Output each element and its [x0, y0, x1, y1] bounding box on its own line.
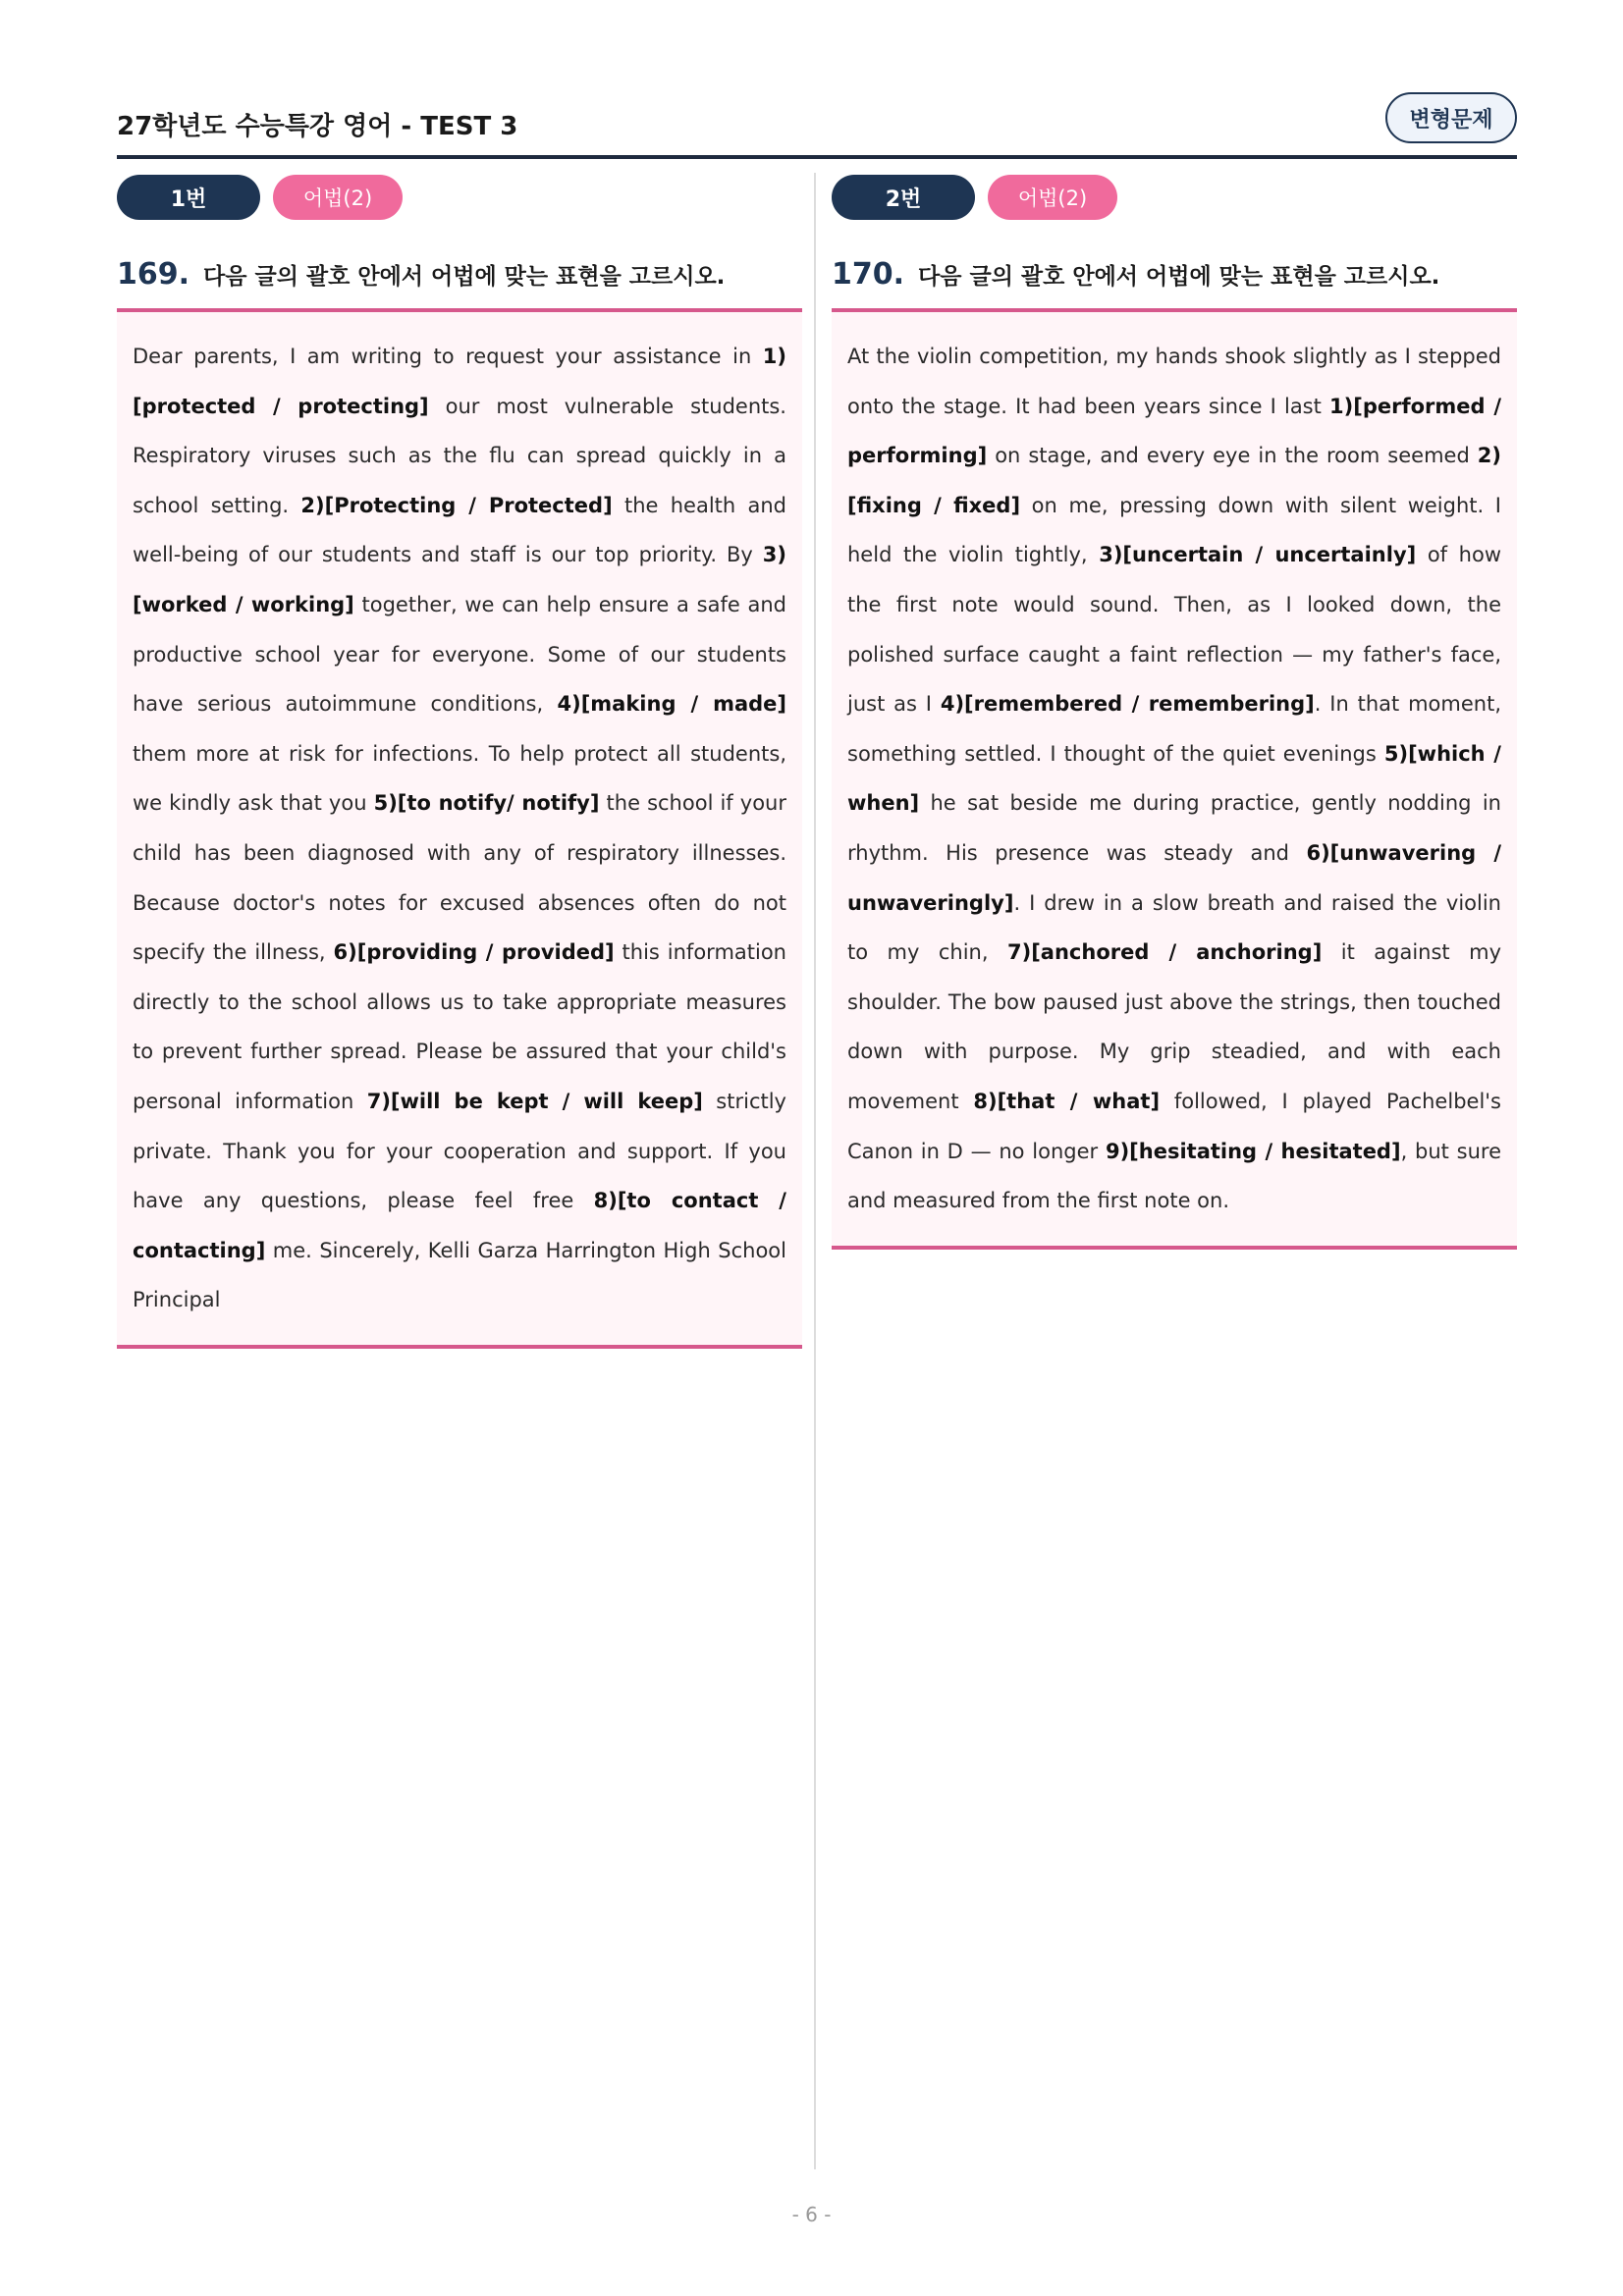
question-tags [117, 175, 802, 222]
question-instruction: 다음 글의 괄호 안에서 어법에 맞는 표현을 고르시오. [918, 264, 1440, 290]
grammar-choice[interactable]: 5)[which / when] [847, 741, 1501, 816]
passage-text: me. Sincerely, Kelli Garza Harrington High School Principal [133, 1238, 786, 1312]
passage-text: followed, I played Pachelbel's Canon in D — no longer [847, 1089, 1501, 1163]
grammar-choice[interactable]: 4)[making / made] [557, 692, 786, 717]
passage-text: , but sure and measured from the first note on. [847, 1139, 1502, 1213]
passage-text: our most vulnerable students. Respiratory viruses such as the flu can spread quickly in a school setting. [133, 394, 786, 517]
passage [832, 308, 1517, 1250]
grammar-choice[interactable]: 3)[uncertain / uncertainly] [1099, 543, 1417, 567]
question-column-2 [832, 175, 1517, 1250]
passage-text: on stage, and every eye in the room seemed [987, 444, 1478, 468]
page-title: 27학년도 수능특강 영어 - TEST 3 [117, 112, 518, 141]
passage [117, 308, 802, 1349]
passage-text: of how the first note would sound. Then, as I looked down, the polished surface caught a faint reflection — my father's face, just as I [847, 543, 1501, 717]
passage-text: the health and well-being of our students and staff is our top priority. By [133, 493, 786, 567]
passage-text: he sat beside me during practice, gently nodding in rhythm. His presence was steady and [847, 791, 1501, 865]
page-header [117, 102, 1517, 159]
grammar-choice[interactable]: 4)[remembered / remembering] [940, 692, 1315, 717]
question-heading [832, 257, 1517, 302]
grammar-choice[interactable]: 2)[fixing / fixed] [847, 444, 1501, 517]
passage-text: strictly private. Thank you for your cooperation and support. If you have any questions, please feel free [133, 1089, 786, 1213]
passage-text: Dear parents, I am writing to request your assistance in [133, 345, 763, 368]
grammar-choice[interactable]: 9)[hesitating / hesitated] [1105, 1139, 1401, 1163]
question-tags [832, 175, 1517, 222]
question-type-tag: 어법(2) [988, 175, 1117, 220]
grammar-choice[interactable]: 6)[providing / provided] [333, 940, 615, 965]
passage-text: it against my shoulder. The bow paused just above the strings, then touched down with purpose. My grip steadied, and with each movement [847, 940, 1501, 1113]
passage-text: At the violin competition, my hands shook slightly as I stepped onto the stage. It had been years since I last [847, 345, 1501, 418]
variant-badge: 변형문제 [1385, 92, 1517, 143]
passage-text: them more at risk for infections. To help protect all students, we kindly ask that you [133, 741, 786, 816]
grammar-choice[interactable]: 2)[Protecting / Protected] [300, 493, 613, 517]
passage-text: . I drew in a slow breath and raised the violin to my chin, [847, 890, 1501, 965]
question-number: 169. [117, 257, 190, 292]
passage-text: this information directly to the school allows us to take appropriate measures to prevent further spread. Please be assured that your child's personal information [133, 940, 786, 1113]
question-instruction: 다음 글의 괄호 안에서 어법에 맞는 표현을 고르시오. [203, 264, 726, 290]
grammar-choice[interactable]: 8)[to contact / contacting] [133, 1189, 786, 1262]
column-divider [814, 173, 816, 2169]
grammar-choice[interactable]: 3)[worked / working] [133, 543, 786, 616]
passage-text: on me, pressing down with silent weight. I held the violin tightly, [847, 493, 1501, 567]
question-type-tag: 어법(2) [273, 175, 403, 220]
grammar-choice[interactable]: 7)[anchored / anchoring] [1007, 940, 1323, 965]
page-number: - 6 - [791, 2203, 832, 2226]
passage-text: . In that moment, something settled. I thought of the quiet evenings [847, 692, 1501, 766]
passage-text: the school if your child has been diagnosed with any of respiratory illnesses. Because doctor's notes for excused absences often do not specify the illness, [133, 791, 786, 965]
question-number: 170. [832, 257, 905, 292]
question-column-1 [117, 175, 802, 1349]
grammar-choice[interactable]: 7)[will be kept / will keep] [366, 1089, 703, 1113]
header-rule [117, 155, 1517, 159]
grammar-choice[interactable]: 8)[that / what] [973, 1089, 1161, 1113]
passage-text: together, we can help ensure a safe and productive school year for everyone. Some of our students have serious autoimmune conditions, [133, 592, 787, 717]
grammar-choice[interactable]: 5)[to notify/ notify] [373, 791, 600, 816]
question-heading [117, 257, 802, 302]
grammar-choice[interactable]: 1)[protected / protecting] [133, 345, 786, 418]
question-number-tag: 1번 [117, 175, 260, 220]
grammar-choice[interactable]: 6)[unwavering / unwaveringly] [847, 840, 1501, 915]
question-number-tag: 2번 [832, 175, 975, 220]
grammar-choice[interactable]: 1)[performed / performing] [847, 394, 1501, 468]
